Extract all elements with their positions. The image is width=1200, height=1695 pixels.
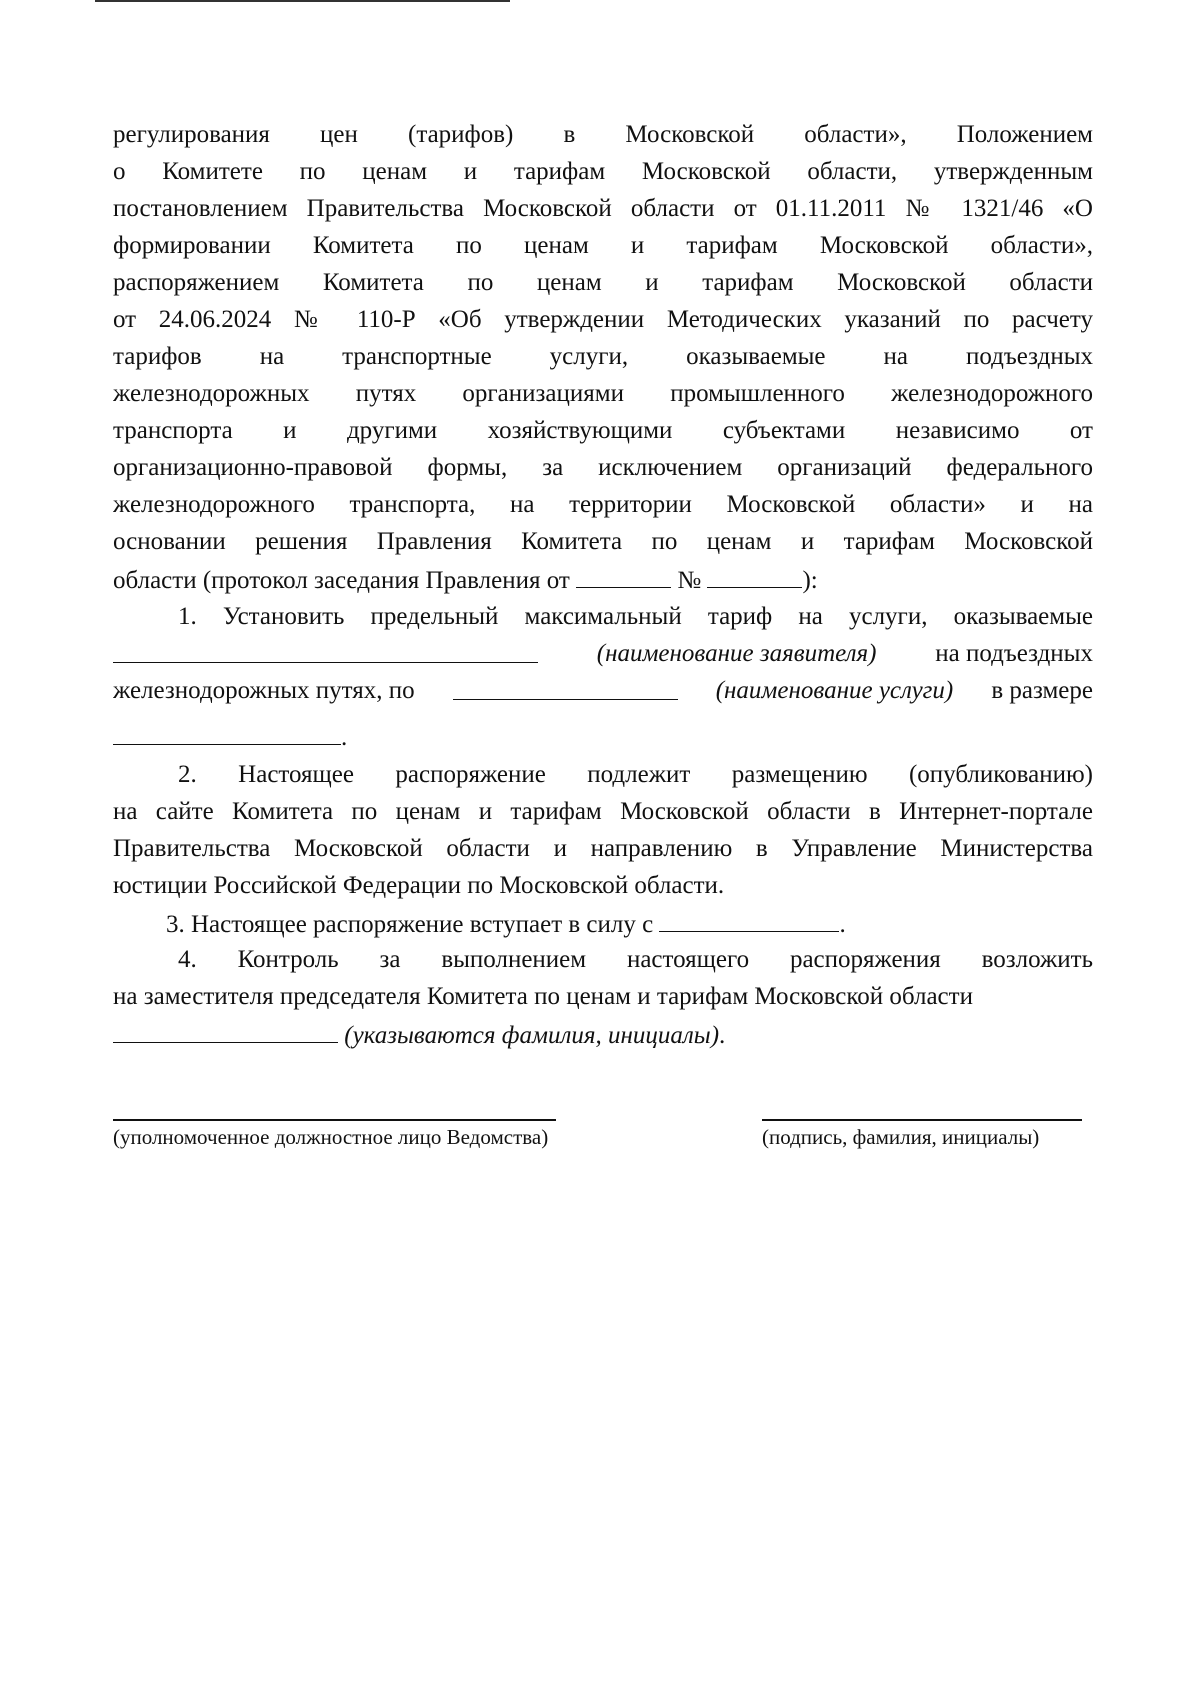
deputy-name-blank <box>113 1016 338 1043</box>
official-caption: (уполномоченное должностное лицо Ведомства) <box>113 1125 549 1149</box>
body-line: постановлением Правительства Московской области от 01.11.2011 № 1321/46 «О <box>113 195 1093 222</box>
ways-text: железнодорожных путях, по <box>113 677 415 704</box>
body-line: тарифов на транспортные услуги, оказываемые на подъездных <box>113 343 1093 370</box>
item1-end: . <box>341 724 348 751</box>
item1-applicant-line <box>113 636 1093 672</box>
item2-line: юстиции Российской Федерации по Московской области. <box>113 872 725 899</box>
effective-date-blank <box>659 905 839 932</box>
item3-line <box>166 905 1146 941</box>
item2-line: Правительства Московской области и направлению в Управление Министерства <box>113 835 1093 862</box>
protocol-close: ): <box>802 567 818 594</box>
body-line: формировании Комитета по ценам и тарифам Московской области», <box>113 232 1093 259</box>
body-line: распоряжением Комитета по ценам и тарифам Московской области <box>113 269 1093 296</box>
body-line: от 24.06.2024 № 110-Р «Об утверждении Методических указаний по расчету <box>113 306 1093 333</box>
item1-service-line <box>113 673 1093 709</box>
official-signature-line <box>113 1119 556 1121</box>
body-line: организационно-правовой формы, за исключением организаций федерального <box>113 454 1093 481</box>
body-line: транспорта и другими хозяйствующими субъектами независимо от <box>113 417 1093 444</box>
item4-name-line <box>113 1016 1093 1052</box>
applicant-placeholder: (наименование заявителя) <box>596 640 877 667</box>
protocol-line <box>113 561 1093 597</box>
service-name-blank <box>453 673 678 700</box>
item2-line: на сайте Комитета по ценам и тарифам Московской области в Интернет-портале <box>113 798 1093 825</box>
protocol-number-blank <box>707 561 802 588</box>
item3-text: 3. Настоящее распоряжение вступает в силу с <box>166 911 654 938</box>
body-line: о Комитете по ценам и тарифам Московской области, утвержденным <box>113 158 1093 185</box>
service-after: в размере <box>991 677 1093 704</box>
item1-amount-line <box>113 718 1093 754</box>
tariff-amount-blank <box>113 718 341 745</box>
body-line: регулирования цен (тарифов) в Московской области», Положением <box>113 121 1093 148</box>
signature-caption: (подпись, фамилия, инициалы) <box>762 1125 1040 1149</box>
service-placeholder: (наименование услуги) <box>715 677 954 704</box>
item4-line: 4. Контроль за выполнением настоящего распоряжения возложить <box>178 946 1093 973</box>
signature-name-line <box>762 1119 1082 1121</box>
protocol-text: области (протокол заседания Правления от <box>113 567 570 594</box>
applicant-name-blank <box>113 636 538 663</box>
item4-end: . <box>719 1022 726 1049</box>
body-line: железнодорожных путях организациями промышленного железнодорожного <box>113 380 1093 407</box>
protocol-date-blank <box>576 561 671 588</box>
item1-line: 1. Установить предельный максимальный тариф на услуги, оказываемые <box>178 603 1093 630</box>
item2-line: 2. Настоящее распоряжение подлежит размещению (опубликованию) <box>178 761 1093 788</box>
applicant-after: на подъездных <box>935 640 1093 667</box>
item3-end: . <box>839 911 846 938</box>
body-line: основании решения Правления Комитета по ценам и тарифам Московской <box>113 528 1093 555</box>
body-line: железнодорожного транспорта, на территории Московской области» и на <box>113 491 1093 518</box>
page-top-rule <box>95 0 510 2</box>
deputy-placeholder: (указываются фамилия, инициалы) <box>344 1022 720 1049</box>
item4-line: на заместителя председателя Комитета по ценам и тарифам Московской области <box>113 983 973 1010</box>
protocol-number-sign: № <box>677 567 702 594</box>
